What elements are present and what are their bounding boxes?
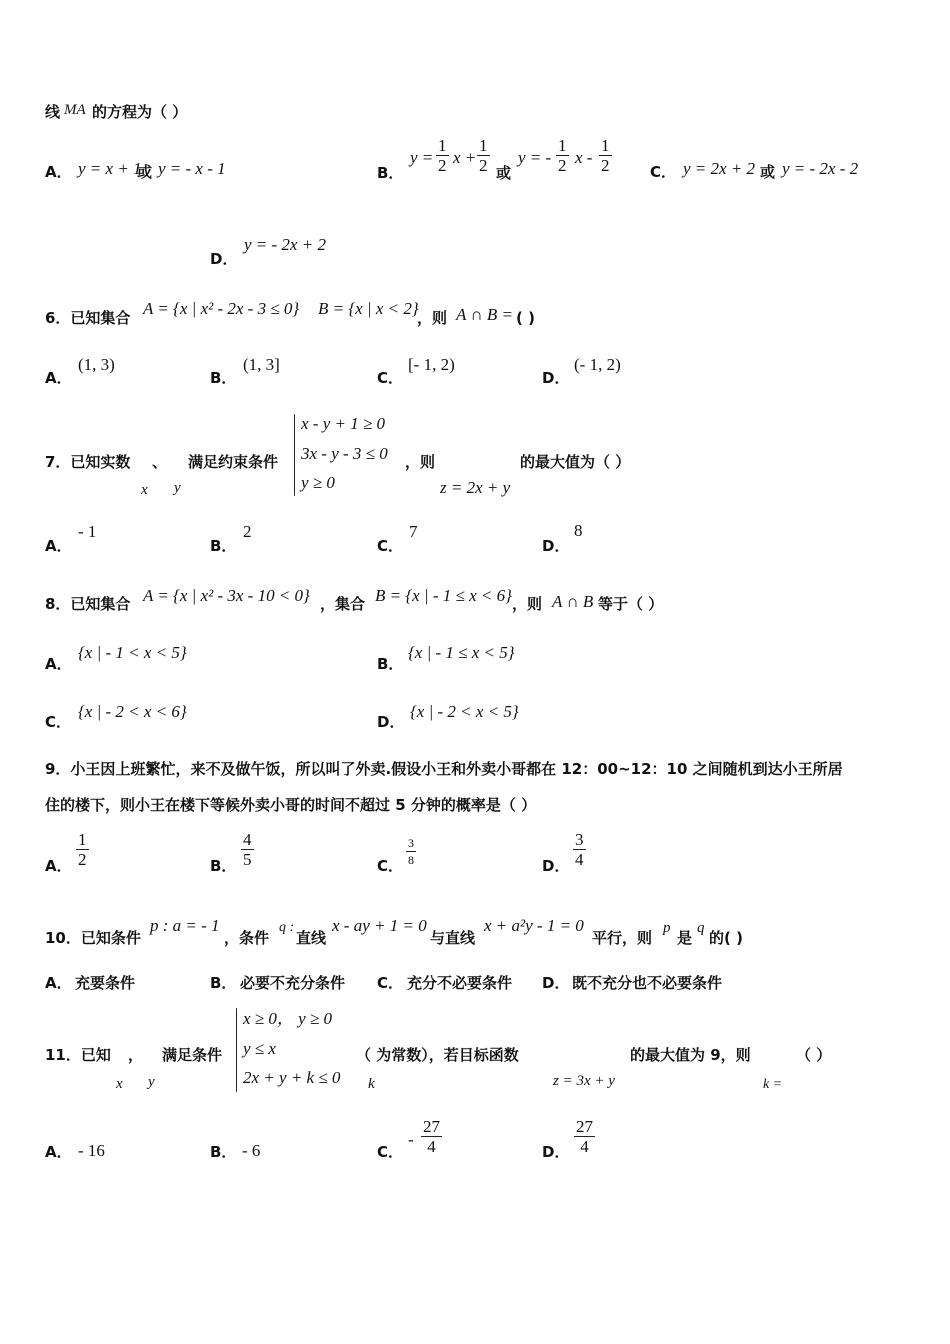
fraction: $\frac{27}{4}$ [576,1117,593,1156]
fraction: $\frac{27}{4}$ [423,1117,440,1156]
option-value: 充分不必要条件 [407,974,513,992]
option-label: B． [210,369,237,387]
q5-stem-math: MA [64,102,86,118]
q7-condition-label: 满足约束条件 [188,453,279,471]
option-label: A． [45,857,72,875]
fraction: $\frac{3}{8}$ [408,836,414,867]
option-value: (1, 3] [243,355,280,374]
option-value: 7 [409,522,418,541]
equation: y = - x - 1 [158,159,226,178]
q10-condition-q: q : [279,920,295,935]
q8-mid: ，集合 [320,595,366,613]
option-value: {x | - 1 < x < 5} [78,643,187,662]
q7-ask: 的最大值为（ ） [520,453,631,471]
option-label: D． [542,369,570,387]
q6-rest: ，则 [417,309,448,327]
fraction: $\frac{4}{5}$ [243,830,252,869]
q10-cond-q-label: ，条件 [224,929,270,947]
q7-then: ，则 [405,453,436,471]
q10-p: p [663,920,671,936]
option-value: {x | - 2 < x < 6} [78,702,187,721]
option-label: B． [377,655,404,673]
option-label: B． [377,164,404,182]
option-value: {x | - 1 ≤ x < 5} [408,643,515,662]
option-value: (1, 3) [78,355,115,374]
q8-rest: ，则 [512,595,543,613]
q11-constraint-3: 2x + y + k ≤ 0 [243,1068,341,1087]
equation: y = x + 1 [78,159,142,178]
option-value: - 16 [78,1141,105,1160]
q11-k: k [368,1076,375,1092]
option-label: B． [210,974,237,992]
option-label: D． [542,974,570,992]
fraction: $\frac{1}{2}$ [558,136,567,175]
option-label: A． [45,369,72,387]
q7-separator: 、 [152,453,168,471]
option-value: {x | - 2 < x < 5} [410,702,519,721]
q11-paren: （ 为常数），若目标函数 [356,1046,519,1064]
q7-constraint-3: y ≥ 0 [301,473,335,492]
option-label: D． [542,537,570,555]
q11-var-x: x [116,1076,123,1092]
q10-q: q [697,920,705,936]
q7-objective: z = 2x + y [440,478,511,497]
fraction: $\frac{1}{2}$ [479,136,488,175]
q11-constraint-brace [236,1008,237,1092]
q10-stem: 10．已知条件 [45,929,141,947]
q10-line-label: 直线 [296,929,327,947]
option-value: 8 [574,521,583,540]
option-label: C． [377,369,404,387]
option-label: C． [650,163,677,181]
q6-set-a: A = {x | x² - 2x - 3 ≤ 0} [143,299,300,318]
option-label: A． [45,1143,72,1161]
option-label: A． [45,655,72,673]
q11-objective: z = 3x + y [553,1073,615,1089]
q11-constraint-1: x ≥ 0， y ≥ 0 [243,1009,333,1028]
q5-stem-rest: 的方程为（ ） [92,103,188,121]
q6-rest-math: A ∩ B = [456,305,513,324]
q8-set-a: A = {x | x² - 3x - 10 < 0} [143,586,310,605]
option-label: C． [45,713,72,731]
option-label: C． [377,537,404,555]
option-value: 既不充分也不必要条件 [572,974,723,992]
option-value: - 6 [242,1141,261,1160]
option-value: 充要条件 [75,974,136,992]
q7-constraint-2: 3x - y - 3 ≤ 0 [301,444,388,463]
q11-blank: （ ） [796,1046,832,1064]
q11-ask: 的最大值为 9，则 [630,1046,751,1064]
fraction: $\frac{1}{2}$ [78,830,87,869]
equation: y = 2x + 2 [683,159,756,178]
option-label: D． [377,713,405,731]
option-label: C． [377,1143,404,1161]
fraction: $\frac{3}{4}$ [575,830,584,869]
option-label: D． [542,857,570,875]
option-label: D． [210,250,238,268]
option-value: 2 [243,522,252,541]
negative-sign: - [408,1130,414,1149]
q8-ask: 等于（ ） [598,595,664,613]
fraction: $\frac{1}{2}$ [438,136,447,175]
option-label: C． [377,974,404,992]
or-text: 或 [137,163,153,181]
option-label: A． [45,974,72,992]
option-value: [- 1, 2) [408,355,455,374]
option-label: A． [45,537,72,555]
q6-stem: 6．已知集合 [45,309,131,327]
equation: y = - 2x - 2 [782,159,859,178]
option-label: B． [210,1143,237,1161]
q10-line-2: x + a²y - 1 = 0 [484,916,584,935]
option-label: B． [210,857,237,875]
q7-stem: 7．已知实数 [45,453,131,471]
q10-condition-p: p : a = - 1 [150,916,220,935]
q10-is: 是 [677,929,693,947]
q9-stem-line2: 住的楼下，则小王在楼下等候外卖小哥的时间不超过 5 分钟的概率是（ ） [45,796,537,814]
q5-stem-tail: 线 [45,103,61,121]
option-label: D． [542,1143,570,1161]
q7-var-x: x [141,482,148,498]
equation-part: y = - [518,148,552,167]
q11-k-equals: k = [763,1077,783,1092]
q11-var-y: y [148,1074,155,1090]
equation: y = - 2x + 2 [244,235,326,254]
q7-constraint-brace [294,414,295,496]
q10-with: 与直线 [430,929,476,947]
equation-part: x - [575,148,593,167]
q11-stem: 11．已知 [45,1046,111,1064]
q7-var-y: y [174,480,181,496]
q7-constraint-1: x - y + 1 ≥ 0 [301,414,386,433]
option-value: - 1 [78,522,97,541]
q6-set-b: B = {x | x < 2} [318,299,419,318]
equation-part: x + [453,148,477,167]
option-label: B． [210,537,237,555]
q8-stem: 8．已知集合 [45,595,131,613]
q6-paren: ( ) [516,309,535,327]
q8-rest-math: A ∩ B [552,592,594,611]
equation-part: y = [410,148,434,167]
q11-constraint-2: y ≤ x [243,1039,276,1058]
q10-of: 的( ) [709,929,743,947]
fraction: $\frac{1}{2}$ [601,136,610,175]
q10-line-1: x - ay + 1 = 0 [332,916,427,935]
option-value: 必要不充分条件 [240,974,346,992]
option-label: C． [377,857,404,875]
option-value: (- 1, 2) [574,355,621,374]
q11-separator: ， [128,1046,144,1064]
q11-condition-label: 满足条件 [162,1046,223,1064]
or-text: 或 [760,163,776,181]
q9-stem-line1: 9．小王因上班繁忙，来不及做午饭，所以叫了外卖.假设小王和外卖小哥都在 12：00~12：10 之间随机到达小王所居 [45,760,843,778]
q10-parallel: 平行，则 [592,929,653,947]
q8-set-b: B = {x | - 1 ≤ x < 6} [375,586,512,605]
or-text: 或 [496,164,512,182]
option-label: A． [45,163,72,181]
